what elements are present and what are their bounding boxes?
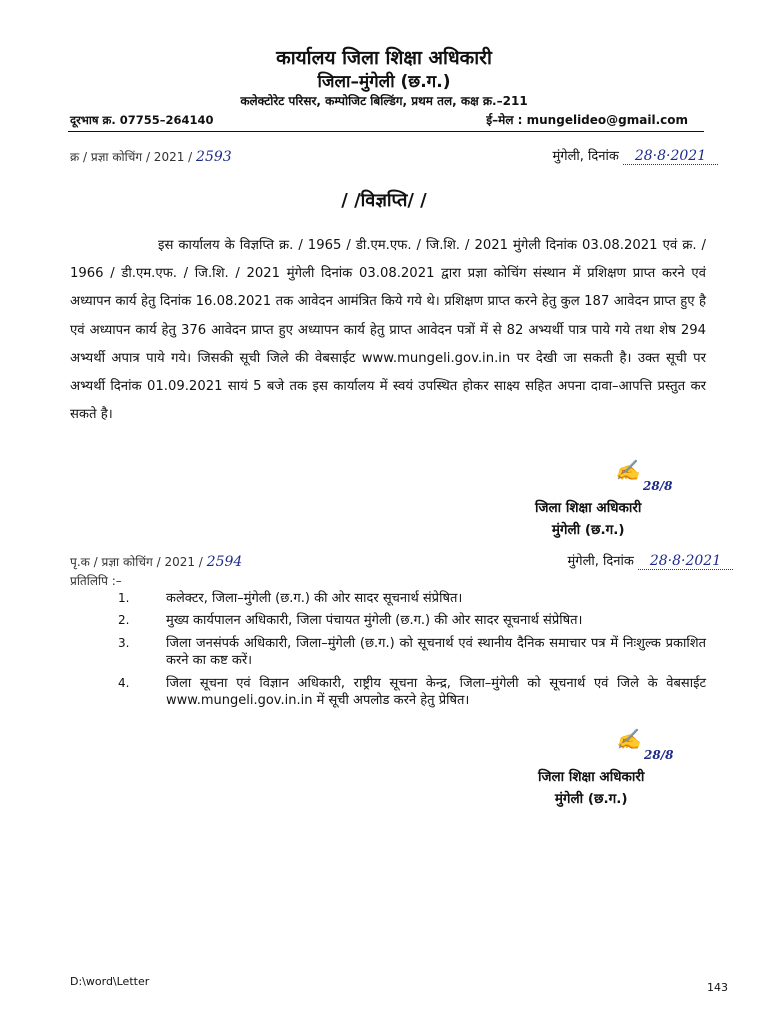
office-title: कार्यालय जिला शिक्षा अधिकारी [276, 47, 492, 69]
signature-block [535, 458, 673, 541]
reference-line [70, 148, 232, 165]
signatory-title: जिला शिक्षा अधिकारी [535, 500, 642, 516]
phone-number: दूरभाष क्र. 07755–264140 [70, 113, 214, 127]
reference-prefix: क्र / प्रज्ञा कोचिंग / 2021 / [70, 150, 193, 164]
endorsement-date-label: मुंगेली, दिनांक [567, 554, 634, 569]
notice-body: इस कार्यालय के विज्ञप्ति क्र. / 1965 / डी.एम.एफ. / जि.शि. / 2021 मुंगेली दिनांक 03.08.2021 एवं क्र. / 1966 / डी.एम.एफ. / जि.शि. / 2021 मुंगेली दिनांक 03.08.2021 द्वारा प्रज्ञा कोचिंग संस्थान में प्रशिक्षण प्राप्त करने एवं अध्यापन कार्य हेतु दिनांक 16.08.2021 तक आवेदन आमंत्रित किये गये थे। प्रशिक्षण प्राप्त करने हेतु कुल 187 आवेदन प्राप्त हुए है एवं अध्यापन कार्य हेतु 376 आवेदन प्राप्त हुए अध्यापन कार्य हेतु प्राप्त आवेदन पत्रों में से 82 अभ्यर्थी पात्र पाये गये तथा शेष 294 अभ्यर्थी अपात्र पाये गये। जिसकी सूची जिले की वेबसाईट www.mungeli.gov.in.in पर देखी जा सकती है। उक्त सूची पर अभ्यर्थी दिनांक 01.09.2021 सायं 5 बजे तक इस कार्यालय में स्वयं उपस्थित होकर साक्ष्य सहित अपना दावा–आपत्ति प्रस्तुत कर सकते है। [70, 238, 706, 423]
endorsement-date-value: 28·8·2021 [638, 553, 733, 570]
date-value: 28·8·2021 [623, 148, 718, 165]
file-path: D:\word\Letter [70, 975, 150, 988]
list-item-number: 3. [118, 636, 130, 650]
list-item [70, 590, 706, 607]
list-item-text: कलेक्टर, जिला–मुंगेली (छ.ग.) की ओर सादर सूचनार्थ संप्रेषित। [166, 591, 463, 606]
signature-scribble-icon: ✍ [616, 727, 641, 751]
endorsement-prefix: पृ.क / प्रज्ञा कोचिंग / 2021 / [70, 555, 203, 569]
office-address: कलेक्टोरेट परिसर, कम्पोजिट बिल्डिंग, प्रथम तल, कक्ष क्र.–211 [240, 94, 528, 108]
signature-scribble-icon: ✍ [615, 458, 640, 482]
page-number: 143 [707, 981, 728, 994]
signature-block-2 [538, 727, 674, 810]
copy-list [70, 590, 706, 709]
list-item [70, 635, 706, 669]
date-line [552, 146, 718, 165]
list-item-number: 2. [118, 613, 130, 627]
signature-date-mark: 28/8 [643, 479, 673, 493]
endorsement-number: 2594 [206, 554, 243, 570]
header-divider [68, 131, 704, 132]
copy-to-label: प्रतिलिपि :– [70, 574, 122, 588]
reference-number: 2593 [196, 149, 232, 165]
district-title: जिला–मुंगेली (छ.ग.) [317, 72, 451, 92]
date-label: मुंगेली, दिनांक [552, 149, 619, 164]
signature-date-mark: 28/8 [644, 748, 674, 762]
list-item-number: 1. [118, 591, 130, 605]
notice-title: / /विज्ञप्ति/ / [341, 190, 427, 211]
list-item-text: मुख्य कार्यपालन अधिकारी, जिला पंचायत मुंगेली (छ.ग.) की ओर सादर सूचनार्थ संप्रेषित। [166, 613, 583, 628]
signatory-place: मुंगेली (छ.ग.) [551, 522, 625, 538]
endorsement-reference [70, 553, 242, 570]
signatory-title: जिला शिक्षा अधिकारी [538, 769, 645, 785]
signatory-place: मुंगेली (छ.ग.) [554, 791, 628, 807]
list-item-text: जिला जनसंपर्क अधिकारी, जिला–मुंगेली (छ.ग.) को सूचनार्थ एवं स्थानीय दैनिक समाचार पत्र में निःशुल्क प्रकाशित करने का कष्ट करें। [166, 636, 706, 668]
list-item [70, 612, 706, 629]
endorsement-date-line [567, 551, 733, 570]
list-item-number: 4. [118, 676, 130, 690]
list-item-text: जिला सूचना एवं विज्ञान अधिकारी, राष्ट्रीय सूचना केन्द्र, जिला–मुंगेली को सूचनार्थ एवं जिले के वेबसाईट www.mungeli.gov.in.in में सूची अपलोड करने हेतु प्रेषित। [166, 676, 706, 708]
email-address: ई–मेल : mungelideo@gmail.com [486, 113, 688, 127]
list-item [70, 675, 706, 709]
